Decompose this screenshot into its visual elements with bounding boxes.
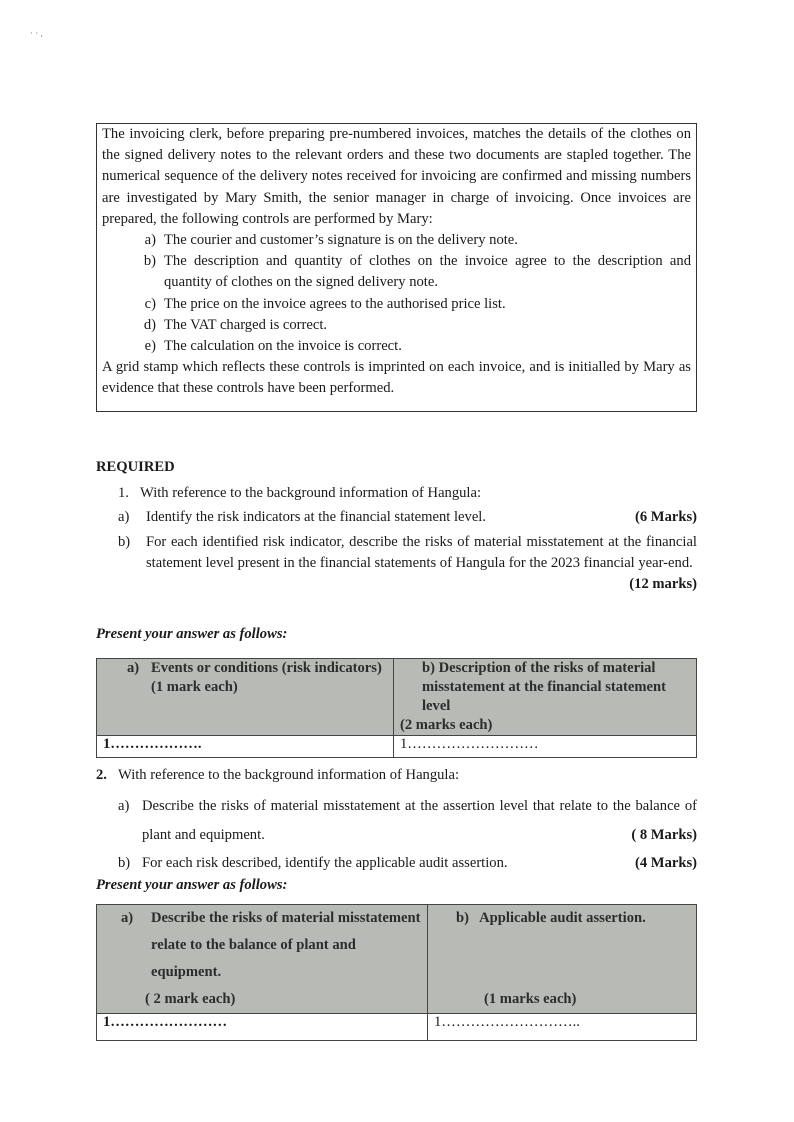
present-instruction: Present your answer as follows: <box>96 877 288 893</box>
question-number: 1. <box>118 485 129 501</box>
control-text: The price on the invoice agrees to the authorised price list. <box>164 295 506 312</box>
control-item <box>102 336 691 357</box>
table-header-col1 <box>97 659 394 736</box>
context-box <box>96 123 697 412</box>
control-text: The courier and customer’s signature is on the delivery note. <box>164 232 518 249</box>
col-title: Description of the risks of material misstatement at the financial statement level <box>422 660 666 714</box>
list-marker: c) <box>144 295 156 312</box>
col-title: Applicable audit assertion. <box>479 910 646 926</box>
col-marker: a) <box>121 910 134 926</box>
question-2 <box>96 765 697 877</box>
present-instruction: Present your answer as follows: <box>96 626 288 642</box>
col-marker: b) <box>456 910 469 926</box>
part-marker: a) <box>118 509 130 525</box>
control-text: The VAT charged is correct. <box>164 316 328 333</box>
col-marks: ( 2 mark each) <box>145 991 236 1007</box>
control-item <box>102 230 691 251</box>
col-marks: (2 marks each) <box>400 717 493 733</box>
answer-table-2 <box>96 904 697 1041</box>
part-marker: b) <box>118 534 131 550</box>
list-marker: b) <box>143 253 156 270</box>
part-text: For each risk described, identify the applicable audit assertion. <box>142 855 508 871</box>
scan-marks: · · , <box>30 28 43 38</box>
question-1 <box>118 483 697 595</box>
control-item <box>102 315 691 336</box>
answer-cell[interactable]: 1……………………….. <box>428 1014 697 1041</box>
control-text: The calculation on the invoice is correct. <box>164 338 402 355</box>
table-header-col1 <box>97 905 428 1014</box>
marks-label: (12 marks) <box>629 576 697 592</box>
col-marker: a) <box>127 660 140 676</box>
table-header-col2 <box>394 659 697 736</box>
part-marker: b) <box>118 855 131 871</box>
answer-table-1 <box>96 658 697 758</box>
marks-label: (4 Marks) <box>634 855 697 871</box>
control-item <box>102 251 691 293</box>
list-marker: d) <box>143 316 156 333</box>
answer-cell[interactable]: 1…………………… <box>97 1014 428 1041</box>
required-heading: REQUIRED <box>96 459 175 475</box>
table-header-col2 <box>428 905 697 1014</box>
col-title: Describe the risks of material misstatement relate to the balance of plant and equipment. <box>151 910 421 980</box>
col-title: Events or conditions (risk indicators) <box>151 660 382 676</box>
control-text: The description and quantity of clothes on the invoice agree to the description and quantity of clothes on the signed delivery note. <box>164 253 691 291</box>
col-marks: (1 marks each) <box>484 991 577 1007</box>
part-text: Describe the risks of material misstatement at the assertion level that relate to the balance of plant and equipment. <box>142 798 697 843</box>
marks-label: (6 Marks) <box>634 509 697 525</box>
col-marks: (1 mark each) <box>151 679 238 695</box>
list-marker: a) <box>144 232 156 249</box>
col-marker: b) <box>422 660 435 676</box>
marks-label: ( 8 Marks) <box>631 827 697 843</box>
part-text: Identify the risk indicators at the financial statement level. <box>146 509 486 525</box>
context-closing: A grid stamp which reflects these controls is imprinted on each invoice, and is initialled by Mary as evidence that these controls have been performed. <box>102 359 691 397</box>
answer-cell[interactable]: 1……………………… <box>394 736 697 758</box>
context-intro: The invoicing clerk, before preparing pre-numbered invoices, matches the details of the clothes on the signed delivery notes to the relevant orders and these two documents are stapled together. The numerical sequence of the delivery notes received for invoicing are confirmed and missing numbers are investigated by Mary Smith, the senior manager in charge of invoicing. Once invoices are prepared, the following controls are performed by Mary: <box>102 126 691 227</box>
part-marker: a) <box>118 798 130 814</box>
part-text: For each identified risk indicator, describe the risks of material misstatement at the financial statement level present in the financial statements of Hangula for the 2023 financial year-end. <box>146 534 697 571</box>
question-number: 2. <box>96 767 107 783</box>
control-item <box>102 294 691 315</box>
list-marker: e) <box>144 338 156 355</box>
question-text: With reference to the background information of Hangula: <box>140 485 482 501</box>
answer-cell[interactable]: 1………………. <box>97 736 394 758</box>
question-text: With reference to the background information of Hangula: <box>118 767 460 783</box>
